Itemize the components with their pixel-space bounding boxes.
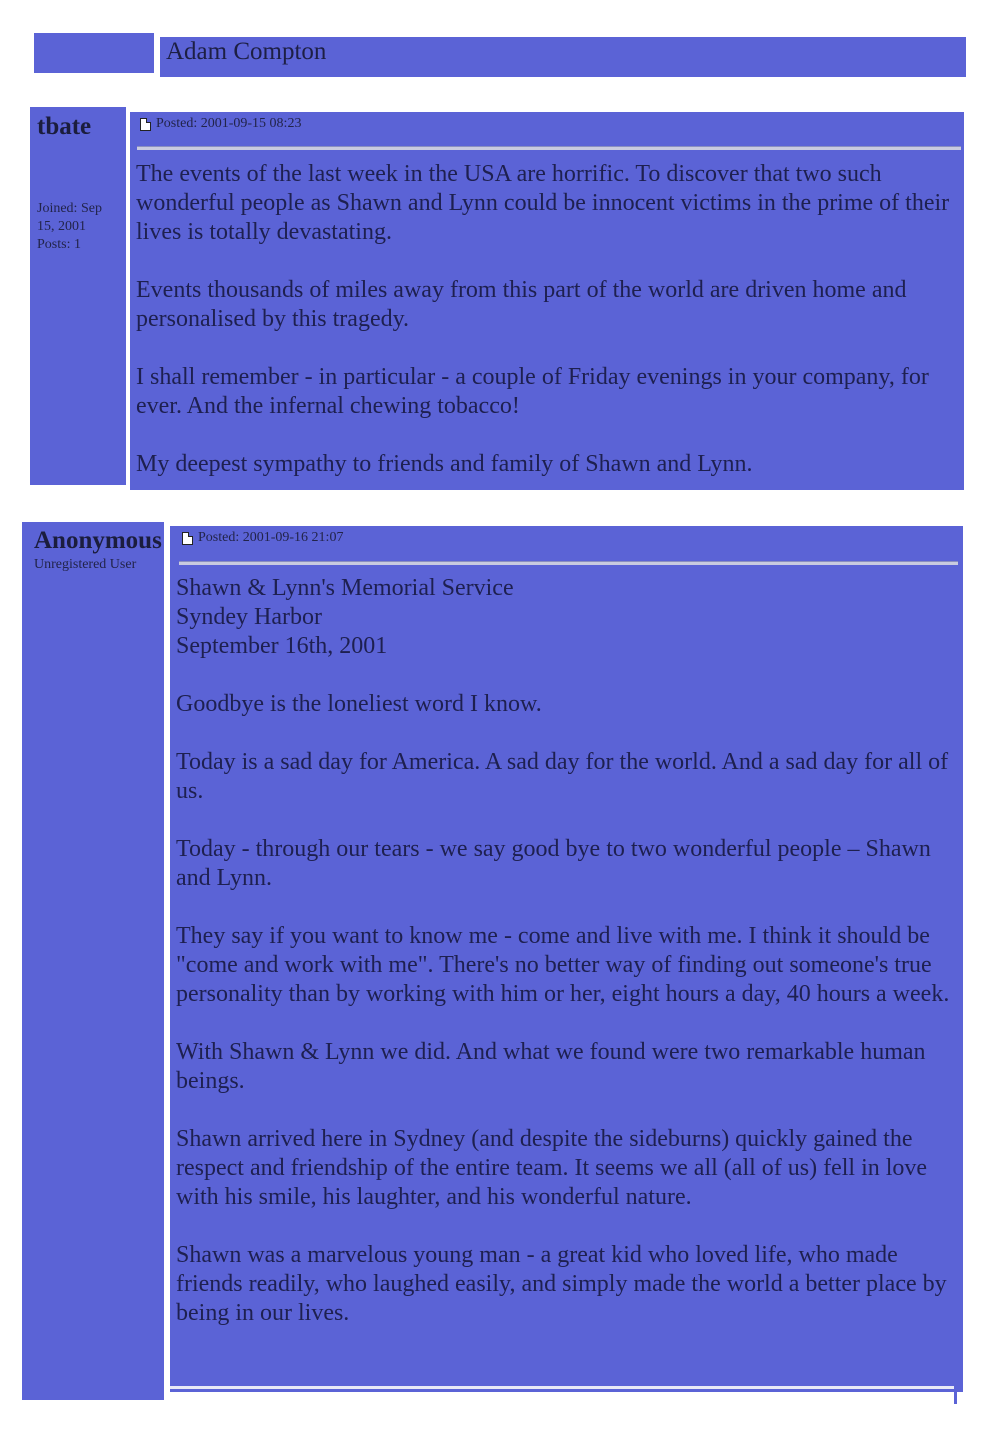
post-body (136, 160, 964, 479)
post-timestamp-text: Posted: 2001-09-16 21:07 (198, 530, 344, 545)
post-paragraph: Today is a sad day for America. A sad day for the world. And a sad day for all of us. (176, 749, 949, 804)
post-divider (179, 561, 958, 565)
heading-line: Shawn & Lynn's Memorial Service (176, 575, 514, 601)
post-paragraph: Shawn was a marvelous young man - a great kid who loved life, who made friends readily, who laughed easily, and simply made the world a better place by being in our lives. (176, 1242, 947, 1326)
document-icon[interactable] (182, 532, 193, 545)
author-post-count: Posts: 1 (37, 237, 81, 252)
post-heading (176, 574, 958, 661)
post-timestamp (182, 530, 343, 546)
post-author-meta (37, 200, 123, 254)
post-paragraph: My deepest sympathy to friends and family of Shawn and Lynn. (136, 451, 753, 477)
post-divider (137, 146, 961, 150)
author-joined-line1: Joined: Sep (37, 201, 102, 216)
post-timestamp (140, 116, 301, 132)
document-icon[interactable] (140, 118, 151, 131)
heading-line: September 16th, 2001 (176, 633, 388, 659)
post-cell-edge (954, 1386, 957, 1404)
header-left-cell (34, 33, 154, 73)
post-paragraph: Shawn arrived here in Sydney (and despite the sideburns) quickly gained the respect and friendship of the entire team. It seems we all (all of us) fell in love with his smile, his laughter, and his wonderful nature. (176, 1126, 928, 1210)
post-author-name[interactable]: tbate (37, 113, 92, 140)
post-paragraph: Today - through our tears - we say good bye to two wonderful people – Shawn and Lynn. (176, 836, 931, 891)
post-body (176, 574, 958, 1328)
post-paragraph: The events of the last week in the USA are horrific. To discover that two such wonderful people as Shawn and Lynn could be innocent victims in the prime of their lives is totally devastating. (136, 161, 950, 245)
post-author-name: Anonymous (34, 527, 162, 554)
post-author-cell (30, 107, 126, 485)
post-paragraph: Events thousands of miles away from this part of the world are driven home and personalised by this tragedy. (136, 277, 907, 332)
post-paragraph: Goodbye is the loneliest word I know. (176, 691, 542, 717)
author-joined-line2: 15, 2001 (37, 219, 86, 234)
post-paragraph: I shall remember - in particular - a couple of Friday evenings in your company, for ever. And the infernal chewing tobacco! (136, 364, 929, 419)
post-bottom-divider (170, 1386, 955, 1389)
post-paragraph: They say if you want to know me - come and live with me. I think it should be "come and work with me". There's no better way of finding out someone's true personality than by working with him or her, eight hours a day, 40 hours a week. (176, 923, 950, 1007)
heading-line: Syndey Harbor (176, 604, 322, 630)
post-author-status: Unregistered User (34, 557, 137, 572)
post-author-cell (22, 522, 164, 1400)
thread-title: Adam Compton (166, 38, 327, 65)
post-paragraph: With Shawn & Lynn we did. And what we found were two remarkable human beings. (176, 1039, 926, 1094)
post-timestamp-text: Posted: 2001-09-15 08:23 (156, 116, 302, 131)
